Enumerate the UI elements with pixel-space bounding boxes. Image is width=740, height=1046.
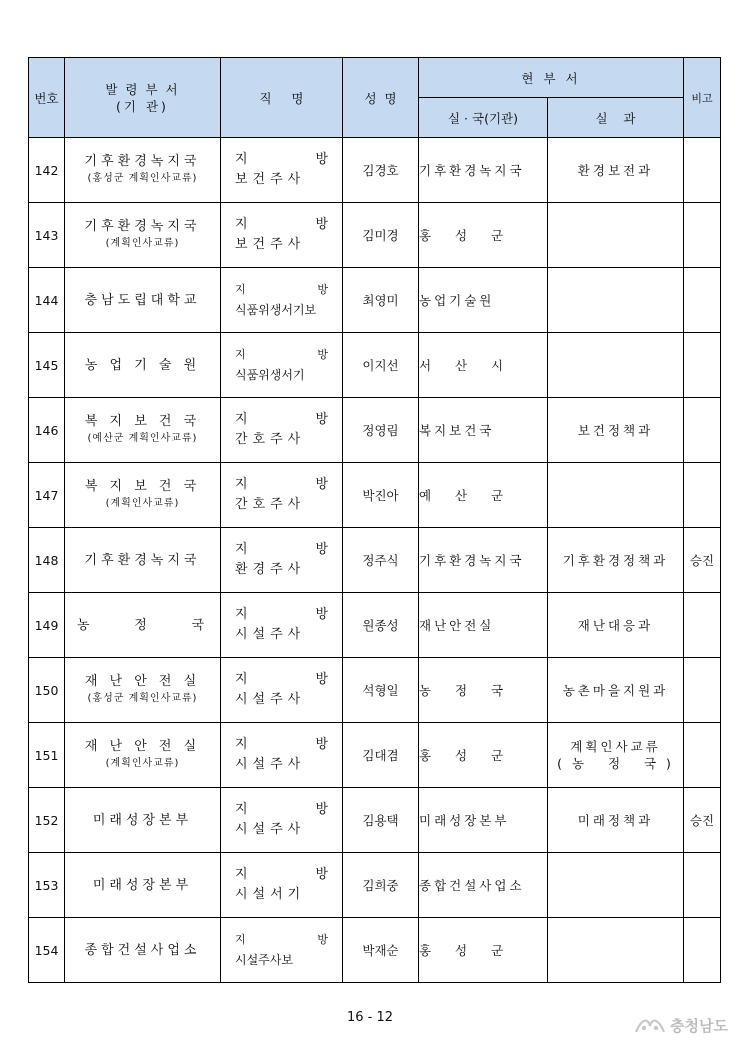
rank-title: 보건주사 bbox=[235, 237, 306, 252]
rank-title: 시설주사 bbox=[235, 822, 306, 837]
row-office: 종합건설사업소 bbox=[419, 853, 548, 918]
table-row bbox=[29, 463, 721, 528]
rank-a: 지 bbox=[235, 152, 248, 167]
dept-main: 복 지 보 건 국 bbox=[84, 414, 201, 429]
row-num: 152 bbox=[29, 788, 65, 853]
row-num: 151 bbox=[29, 723, 65, 788]
province-logo-text: 충청남도 bbox=[670, 1016, 728, 1035]
dept-main: 기후환경녹지국 bbox=[84, 219, 201, 234]
rank-title: 식품위생서기 bbox=[235, 368, 305, 382]
page-number: 16 - 12 bbox=[346, 1010, 394, 1025]
rank-b: 방 bbox=[315, 412, 328, 427]
table-row bbox=[29, 528, 721, 593]
rank-a: 지 bbox=[235, 672, 248, 687]
dept-main: 농 정 국 bbox=[77, 617, 208, 633]
rank-b: 방 bbox=[317, 348, 328, 361]
row-name: 김용택 bbox=[343, 788, 419, 853]
row-section bbox=[548, 593, 684, 658]
section-main: 계획인사교류 bbox=[570, 739, 661, 754]
row-section bbox=[548, 138, 684, 203]
section-sub: ( 농 정 국 ) bbox=[557, 756, 674, 771]
row-office: 복지보건국 bbox=[419, 398, 548, 463]
row-rank bbox=[221, 463, 343, 528]
row-office: 홍 성 군 bbox=[419, 918, 548, 983]
row-note bbox=[684, 138, 721, 203]
row-office: 기후환경녹지국 bbox=[419, 138, 548, 203]
row-section bbox=[548, 203, 684, 268]
header-current: 현 부 서 bbox=[419, 58, 684, 98]
row-num: 148 bbox=[29, 528, 65, 593]
rank-b: 방 bbox=[315, 217, 328, 232]
rank-a: 지 bbox=[235, 867, 248, 882]
row-rank bbox=[221, 723, 343, 788]
row-num: 147 bbox=[29, 463, 65, 528]
table-row bbox=[29, 268, 721, 333]
row-section bbox=[548, 528, 684, 593]
rank-b: 방 bbox=[315, 607, 328, 622]
row-rank bbox=[221, 528, 343, 593]
rank-a: 지 bbox=[235, 283, 246, 296]
row-office: 농업기술원 bbox=[419, 268, 548, 333]
row-rank bbox=[221, 268, 343, 333]
rank-b: 방 bbox=[315, 867, 328, 882]
table-row bbox=[29, 138, 721, 203]
rank-a: 지 bbox=[235, 477, 248, 492]
rank-title: 시설서기 bbox=[235, 887, 306, 902]
row-note bbox=[684, 398, 721, 463]
rank-b: 방 bbox=[315, 477, 328, 492]
row-name: 최영미 bbox=[343, 268, 419, 333]
row-section bbox=[548, 788, 684, 853]
table-row bbox=[29, 853, 721, 918]
row-note: 승진 bbox=[684, 528, 721, 593]
dept-main: 충남도립대학교 bbox=[84, 292, 201, 308]
province-logo bbox=[634, 1014, 728, 1036]
row-section bbox=[548, 658, 684, 723]
row-name: 석형일 bbox=[343, 658, 419, 723]
row-rank bbox=[221, 853, 343, 918]
table-row bbox=[29, 788, 721, 853]
row-dept bbox=[65, 463, 221, 528]
row-num: 143 bbox=[29, 203, 65, 268]
rank-b: 방 bbox=[315, 737, 328, 752]
row-dept bbox=[65, 788, 221, 853]
dept-sub: (예산군 계획인사교류) bbox=[87, 433, 198, 444]
dept-sub: (계획인사교류) bbox=[105, 238, 180, 249]
row-office: 재난안전실 bbox=[419, 593, 548, 658]
dept-sub: (계획인사교류) bbox=[105, 498, 180, 509]
row-num: 144 bbox=[29, 268, 65, 333]
row-office: 홍 성 군 bbox=[419, 723, 548, 788]
row-dept bbox=[65, 658, 221, 723]
province-logo-icon bbox=[634, 1014, 666, 1036]
rank-title: 시설주사 bbox=[235, 627, 306, 642]
section-main: 환경보전과 bbox=[577, 162, 654, 178]
row-name: 김희중 bbox=[343, 853, 419, 918]
row-note bbox=[684, 658, 721, 723]
rank-title: 환경주사 bbox=[235, 562, 306, 577]
row-num: 153 bbox=[29, 853, 65, 918]
header-dept: 발 령 부 서 (기 관) bbox=[65, 58, 221, 138]
dept-main: 재 난 안 전 실 bbox=[84, 739, 201, 754]
row-dept bbox=[65, 203, 221, 268]
row-note bbox=[684, 593, 721, 658]
row-note bbox=[684, 333, 721, 398]
rank-b: 방 bbox=[315, 672, 328, 687]
rank-a: 지 bbox=[235, 933, 246, 946]
row-dept bbox=[65, 918, 221, 983]
dept-main: 미래성장본부 bbox=[92, 877, 193, 893]
row-section bbox=[548, 268, 684, 333]
dept-sub: (홍성군 계획인사교류) bbox=[87, 173, 198, 184]
dept-main: 종합건설사업소 bbox=[84, 942, 201, 958]
rank-a: 지 bbox=[235, 802, 248, 817]
row-rank bbox=[221, 398, 343, 463]
header-rank: 직 명 bbox=[221, 58, 343, 138]
row-num: 154 bbox=[29, 918, 65, 983]
table-row bbox=[29, 918, 721, 983]
rank-a: 지 bbox=[235, 412, 248, 427]
rank-a: 지 bbox=[235, 348, 246, 361]
row-dept bbox=[65, 853, 221, 918]
row-office: 예 산 군 bbox=[419, 463, 548, 528]
row-num: 150 bbox=[29, 658, 65, 723]
table-row bbox=[29, 593, 721, 658]
rank-title: 시설주사 bbox=[235, 757, 306, 772]
row-section bbox=[548, 463, 684, 528]
row-office: 서 산 시 bbox=[419, 333, 548, 398]
dept-main: 기후환경녹지국 bbox=[84, 154, 201, 169]
row-name: 정영림 bbox=[343, 398, 419, 463]
row-dept bbox=[65, 138, 221, 203]
row-note bbox=[684, 463, 721, 528]
rank-a: 지 bbox=[235, 217, 248, 232]
row-office: 기후환경녹지국 bbox=[419, 528, 548, 593]
row-note bbox=[684, 268, 721, 333]
table-row bbox=[29, 723, 721, 788]
rank-title: 시설주사보 bbox=[235, 953, 293, 967]
header-note: 비고 bbox=[684, 58, 721, 138]
row-rank bbox=[221, 138, 343, 203]
row-name: 정주식 bbox=[343, 528, 419, 593]
row-rank bbox=[221, 918, 343, 983]
row-rank bbox=[221, 203, 343, 268]
rank-a: 지 bbox=[235, 542, 248, 557]
row-name: 박재순 bbox=[343, 918, 419, 983]
row-section bbox=[548, 723, 684, 788]
row-note: 승진 bbox=[684, 788, 721, 853]
row-note bbox=[684, 203, 721, 268]
rank-b: 방 bbox=[315, 802, 328, 817]
row-section bbox=[548, 853, 684, 918]
rank-a: 지 bbox=[235, 737, 248, 752]
section-main: 농촌마을지원과 bbox=[562, 682, 669, 698]
section-main: 재난대응과 bbox=[577, 617, 654, 633]
row-section bbox=[548, 918, 684, 983]
row-note bbox=[684, 918, 721, 983]
row-office: 홍 성 군 bbox=[419, 203, 548, 268]
row-rank bbox=[221, 788, 343, 853]
row-num: 142 bbox=[29, 138, 65, 203]
row-section bbox=[548, 333, 684, 398]
rank-title: 간호주사 bbox=[235, 497, 306, 512]
row-name: 원종성 bbox=[343, 593, 419, 658]
rank-a: 지 bbox=[235, 607, 248, 622]
row-name: 김미경 bbox=[343, 203, 419, 268]
row-rank bbox=[221, 658, 343, 723]
row-office: 농 정 국 bbox=[419, 658, 548, 723]
row-note bbox=[684, 853, 721, 918]
row-num: 145 bbox=[29, 333, 65, 398]
row-rank bbox=[221, 593, 343, 658]
row-name: 이지선 bbox=[343, 333, 419, 398]
rank-b: 방 bbox=[317, 283, 328, 296]
table-row bbox=[29, 203, 721, 268]
rank-b: 방 bbox=[315, 542, 328, 557]
rank-title: 보건주사 bbox=[235, 172, 306, 187]
row-dept bbox=[65, 528, 221, 593]
rank-b: 방 bbox=[315, 152, 328, 167]
table-row bbox=[29, 333, 721, 398]
dept-main: 복 지 보 건 국 bbox=[84, 479, 201, 494]
section-main: 기후환경정책과 bbox=[562, 552, 669, 568]
dept-sub: (홍성군 계획인사교류) bbox=[87, 693, 198, 704]
row-dept bbox=[65, 593, 221, 658]
row-office: 미래성장본부 bbox=[419, 788, 548, 853]
table-row bbox=[29, 398, 721, 463]
row-num: 149 bbox=[29, 593, 65, 658]
row-name: 김대겸 bbox=[343, 723, 419, 788]
dept-sub: (계획인사교류) bbox=[105, 758, 180, 769]
dept-main: 재 난 안 전 실 bbox=[84, 674, 201, 689]
row-name: 박진아 bbox=[343, 463, 419, 528]
row-dept bbox=[65, 268, 221, 333]
dept-main: 농 업 기 술 원 bbox=[84, 357, 201, 373]
row-dept bbox=[65, 398, 221, 463]
personnel-table bbox=[28, 57, 721, 983]
header-section: 실 과 bbox=[548, 98, 684, 138]
header-office: 실 · 국(기관) bbox=[419, 98, 548, 138]
row-rank bbox=[221, 333, 343, 398]
rank-b: 방 bbox=[317, 933, 328, 946]
row-name: 김경호 bbox=[343, 138, 419, 203]
header-name: 성 명 bbox=[343, 58, 419, 138]
rank-title: 간호주사 bbox=[235, 432, 306, 447]
section-main: 미래정책과 bbox=[577, 812, 654, 828]
section-main: 보건정책과 bbox=[577, 422, 654, 438]
rank-title: 식품위생서기보 bbox=[235, 303, 317, 317]
table-row bbox=[29, 658, 721, 723]
row-dept bbox=[65, 333, 221, 398]
row-num: 146 bbox=[29, 398, 65, 463]
row-note bbox=[684, 723, 721, 788]
dept-main: 기후환경녹지국 bbox=[84, 552, 201, 568]
header-num: 번호 bbox=[29, 58, 65, 138]
row-section bbox=[548, 398, 684, 463]
dept-main: 미래성장본부 bbox=[92, 812, 193, 828]
rank-title: 시설주사 bbox=[235, 692, 306, 707]
row-dept bbox=[65, 723, 221, 788]
